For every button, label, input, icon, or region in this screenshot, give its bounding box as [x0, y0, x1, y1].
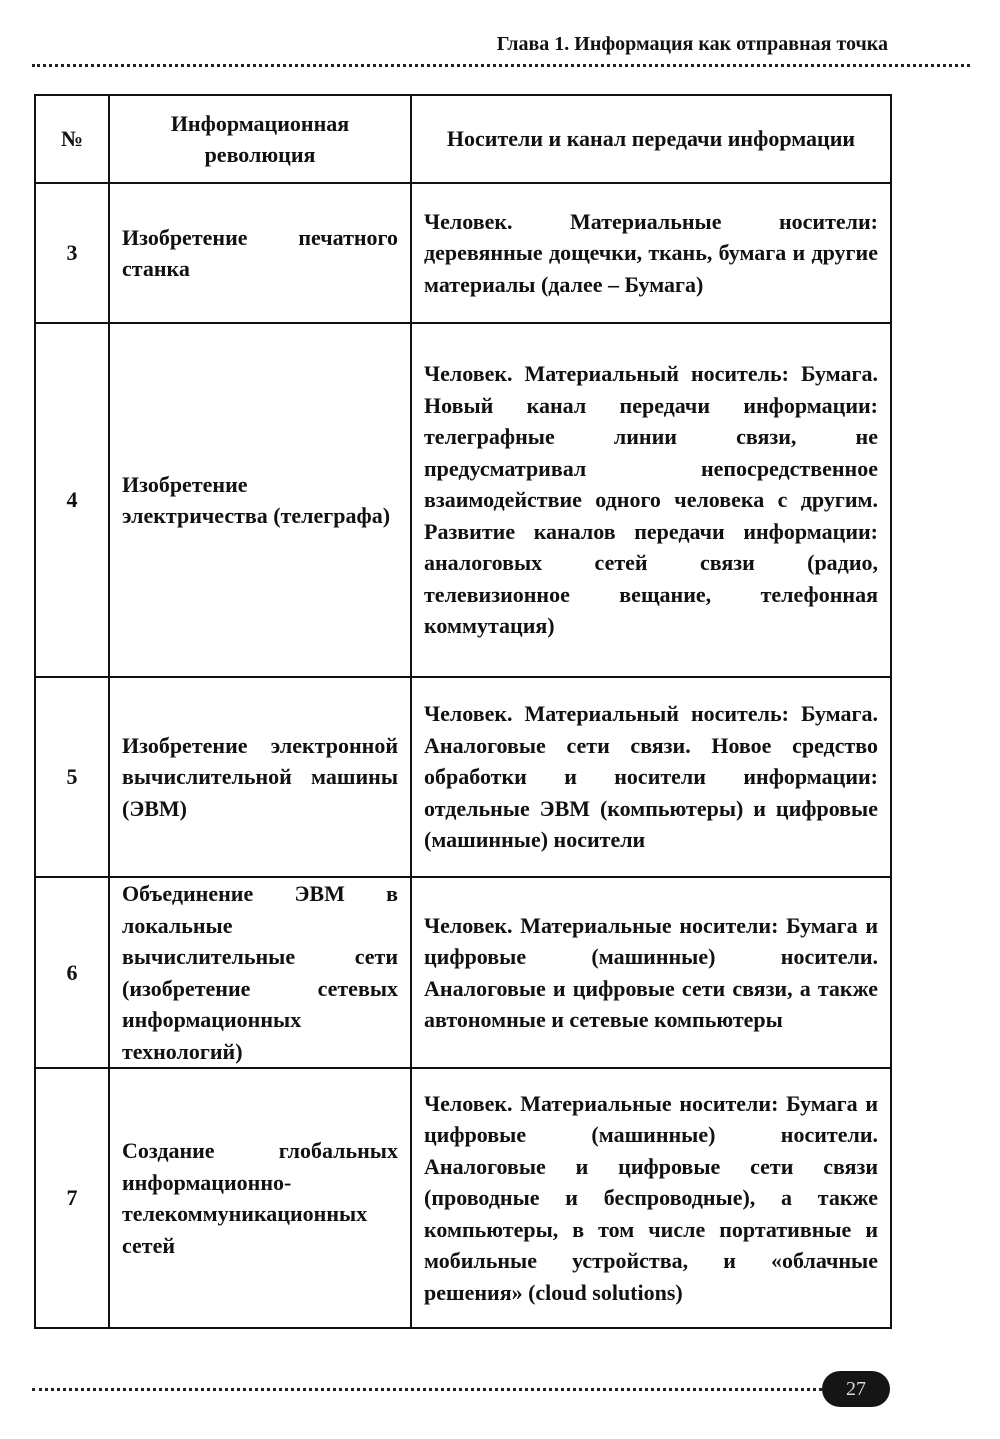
row-media: Человек. Материальные носители: Бумага и цифровые (машинные) носители. Аналоговые и цифровые сети связи, а также автономные и сетевые компьютеры — [411, 877, 891, 1068]
table-row — [35, 677, 891, 877]
revolutions-table — [34, 94, 892, 1329]
table-header-row — [35, 95, 891, 183]
page-number-badge: 27 — [822, 1371, 890, 1407]
header-divider — [32, 64, 970, 67]
row-number: 3 — [35, 183, 109, 323]
row-revolution: Объединение ЭВМ в локальные вычислительные сети (изобретение сетевых информационных технологий) — [109, 877, 411, 1068]
row-number: 6 — [35, 877, 109, 1068]
header-number: № — [35, 95, 109, 183]
row-number: 4 — [35, 323, 109, 677]
table-row — [35, 1068, 891, 1328]
running-header: Глава 1. Информация как отправная точка — [496, 33, 888, 55]
header-revolution: Информационная революция — [109, 95, 411, 183]
row-revolution: Создание глобальных информационно-телекоммуникационных сетей — [109, 1068, 411, 1328]
row-media: Человек. Материальные носители: Бумага и цифровые (машинные) носители. Аналоговые и цифровые сети связи (проводные и беспроводные), а также компьютеры, в том числе портативные и мобильные устройства, и «облачные решения» (cloud solutions) — [411, 1068, 891, 1328]
row-media: Человек. Материальные носители: деревянные дощечки, ткань, бумага и другие материалы (далее – Бумага) — [411, 183, 891, 323]
row-revolution: Изобретение электричества (телеграфа) — [109, 323, 411, 677]
row-number: 5 — [35, 677, 109, 877]
table-row — [35, 183, 891, 323]
row-media: Человек. Материальный носитель: Бумага. Новый канал передачи информации: телеграфные линии связи, не предусматривал непосредственное взаимодействие одного человека с другим. Развитие каналов передачи информации: аналоговых сетей связи (радио, телевизионное вещание, телефонная коммутация) — [411, 323, 891, 677]
row-revolution: Изобретение печатного станка — [109, 183, 411, 323]
header-media: Носители и канал передачи информации — [411, 95, 891, 183]
table-row — [35, 323, 891, 677]
row-media: Человек. Материальный носитель: Бумага. Аналоговые сети связи. Новое средство обработки и носители информации: отдельные ЭВМ (компьютеры) и цифровые (машинные) носители — [411, 677, 891, 877]
table-row — [35, 877, 891, 1068]
footer-divider — [32, 1388, 822, 1391]
row-number: 7 — [35, 1068, 109, 1328]
row-revolution: Изобретение электронной вычислительной машины (ЭВМ) — [109, 677, 411, 877]
